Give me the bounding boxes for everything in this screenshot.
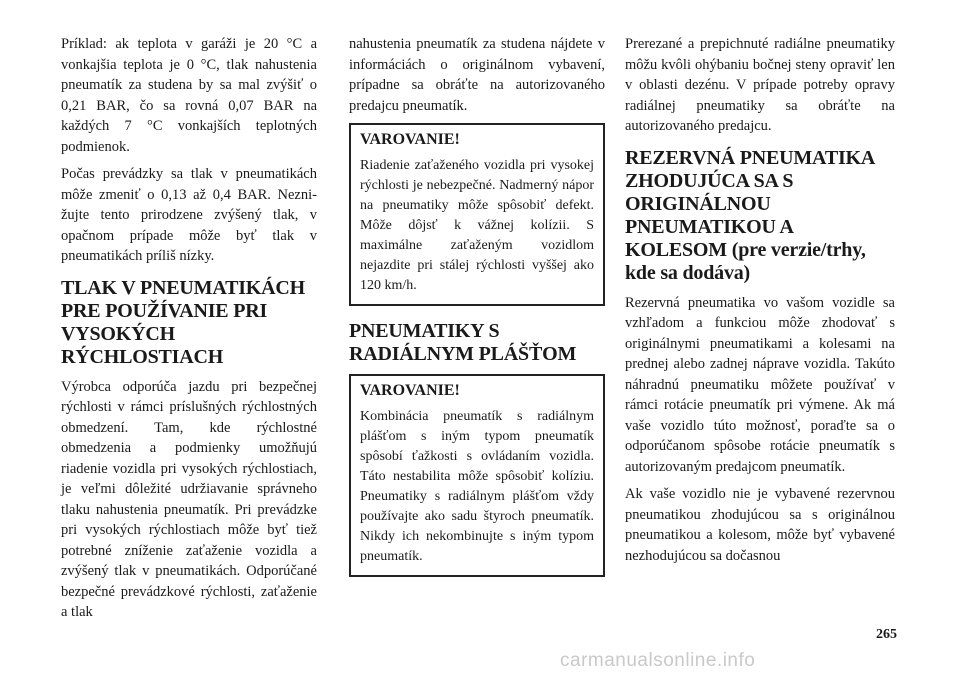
paragraph-temperature-example: Príklad: ak teplota v garáži je 20 °C a vonkajšia teplota je 0 °C, tlak nahustenia pneumatík za studena by sa mal zvýšiť o 0,21 BAR, čo sa rovná 0,07 BAR na každých 7 °C vonkajších teplotných podmienok. <box>61 36 317 155</box>
column-2 <box>349 34 605 591</box>
paragraph-radial-repair: Prerezané a prepichnuté radiálne pneumatiky môžu kvôli ohýbaniu bočnej steny opraviť len v oblasti dezénu. V prípade potreby opravy radiálnej pneumatiky sa obráťte na autorizovaného predajcu. <box>625 36 895 134</box>
heading-high-speed-pressure: TLAK V PNEUMATIKÁCH PRE POUŽÍVANIE PRI VYSOKÝCH RÝCHLOSTIACH <box>61 276 306 368</box>
watermark: carmanualsonline.info <box>560 650 756 671</box>
warning-text: Riadenie zaťaženého vozidla pri vysokej rýchlosti je nebezpečné. Nadmerný nápor na pneumatiky môže spôsobiť defekt. Môže dôjsť k vážnej kolízii. S maximálne zaťaženým vozidlom nejazdite pri stálej rýchlosti vyššej ako 120 km/h. <box>360 158 594 293</box>
warning-box-load <box>349 123 605 306</box>
warning-title: VAROVANIE! <box>360 382 460 399</box>
heading-spare-tire: REZERVNÁ PNEUMATIKA ZHODUJÚCA SA S ORIGINÁLNOU PNEUMATIKOU A KOLESOM (pre verzie/trhy, kde sa dodáva) <box>625 146 875 284</box>
paragraph-high-speed: Výrobca odporúča jazdu pri bezpečnej rýchlosti v rámci príslušných rýchlostných obmedzení. Tam, kde rýchlostné obmedzenia a podmienky umožňujú riadenie vozidla pri vysokých rýchlostiach, je veľmi dôležité udržiavanie správneho tlaku nahustenia pneumatík. Pri prevádzke pri vysokých rýchlostiach môže byť tiež potrebné zníženie zaťaženie vozidla a zvýšený tlak v pneumatikách. Odporúčané bezpečné prevádzkové rýchlosti, zaťaženie a tlak <box>61 378 317 620</box>
column-3 <box>625 34 895 573</box>
page-number: 265 <box>876 627 897 642</box>
warning-title: VAROVANIE! <box>360 131 460 148</box>
warning-text: Kombinácia pneumatík s radiálnym plášťom s iným typom pneumatík spôsobí ťažkosti s ovládaním vozidla. Táto nestabilita môže spôsobiť kolíziu. Pneumatiky s radiálnym plášťom vždy používajte ako sadu štyroch pneumatík. Nikdy ich nekombinujte s iným typom pneumatík. <box>360 409 594 564</box>
column-1 <box>61 34 317 630</box>
heading-radial-tires: PNEUMATIKY S RADIÁLNYM PLÁŠŤOM <box>349 320 577 365</box>
warning-box-radial <box>349 374 605 577</box>
paragraph-spare-tire: Rezervná pneumatika vo vašom vozidle sa vzhľadom a funkciou môže zhodovať s originálnymi pneumatikami a kolesami na prednej alebo zadnej náprave vozidla. Takúto náhradnú pneumatiku môžete používať v rámci rotácie pneumatík pri výmene. Ak má vaše vozidlo túto možnosť, poraďte sa o odporúčanom spôsobe rotácie pneumatík s autorizovaným predajcom pneumatík. <box>625 294 895 475</box>
paragraph-spare-tire-alt: Ak vaše vozidlo nie je vybavené rezervnou pneumatikou zhodujúcou sa s originálnou pneumatikou a kolesom, môže byť vybavené nezhodujúcou sa dočasnou <box>625 486 895 564</box>
paragraph-continuation: nahustenia pneumatík za studena nájdete v informáciách o originálnom vybavení, prípadne sa obráťte na autorizovaného predajcu pneumatík. <box>349 36 605 114</box>
paragraph-pressure-change: Počas prevádzky sa tlak v pneumatikách môže zmeniť o 0,13 až 0,4 BAR. Neznižujte tento prirodzene zvýšený tlak, v opačnom prípade môže byť tlak v pneumatikách príliš nízky. <box>61 166 317 264</box>
